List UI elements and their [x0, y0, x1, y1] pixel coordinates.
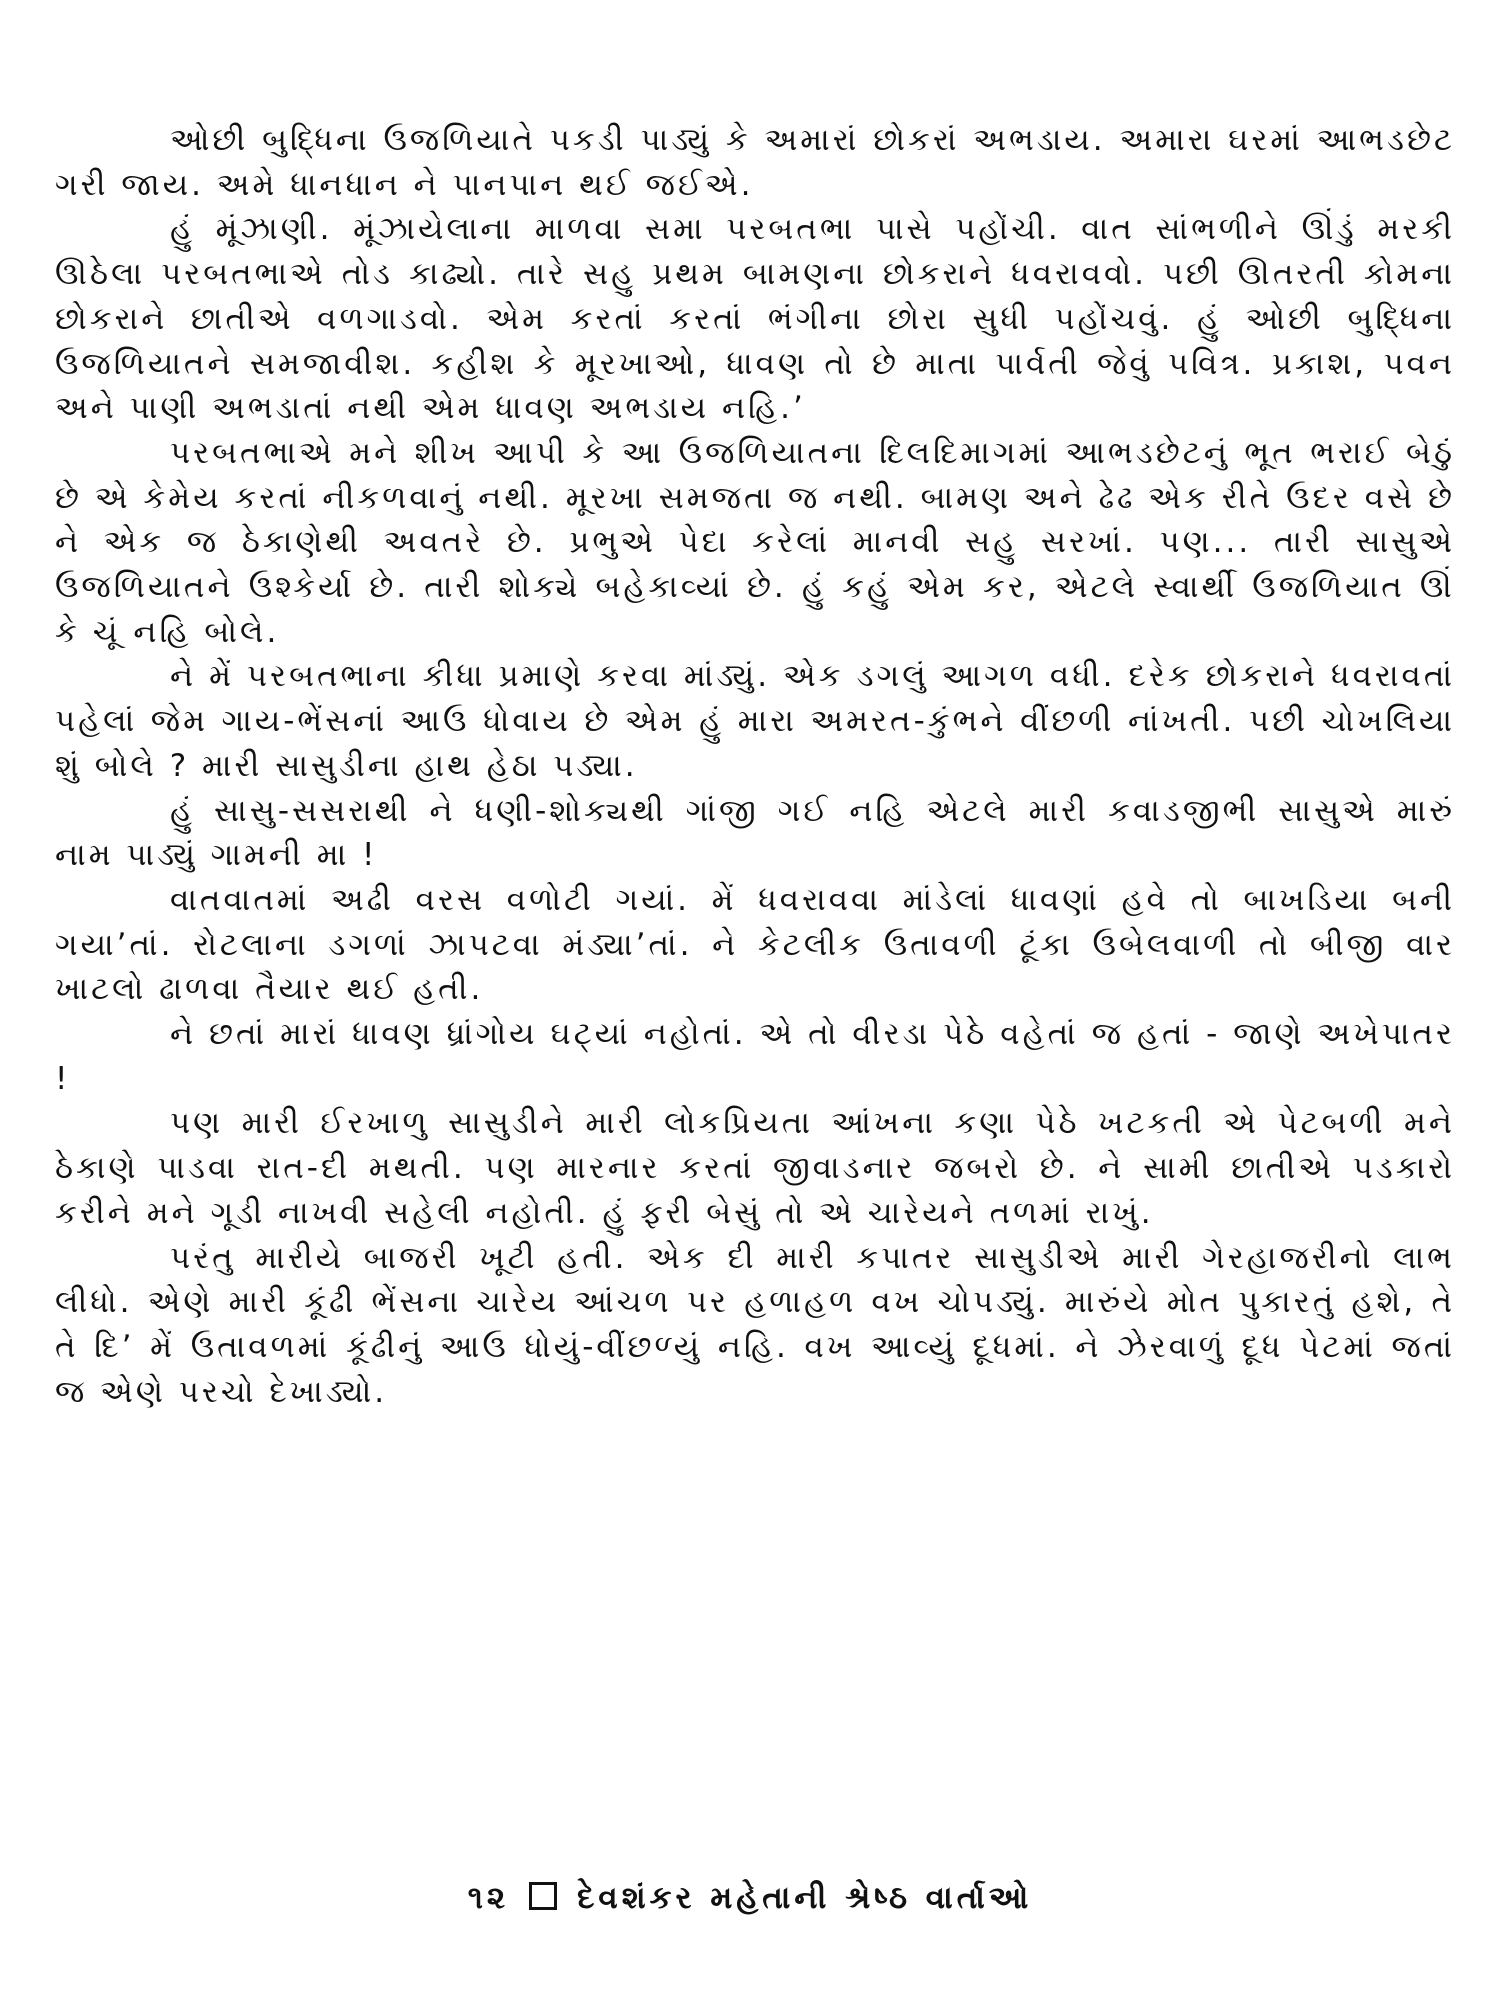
paragraph: પરંતુ મારીયે બાજરી ખૂટી હતી. એક દી મારી કપાતર સાસુડીએ મારી ગેરહાજરીનો લાભ લીધો. એણે મારી કૂંઢી ભેંસના ચારેય આંચળ પર હળાહળ વખ ચોપડ્યું. મારુંયે મોત પુકારતું હશે, તે તે દિ’ મેં ઉતાવળમાં કૂંઢીનું આઉ ધોયું-વીંછળ્યું નહિ. વખ આવ્યું દૂધમાં. ને ઝેરવાળું દૂધ પેટમાં જતાં જ એણે પરચો દેખાડ્યો.: [55, 1239, 1455, 1410]
paragraph: પણ મારી ઈરખાળુ સાસુડીને મારી લોકપ્રિયતા આંખના કણા પેઠે ખટકતી એ પેટબળી મને ઠેકાણે પાડવા રાત-દી મથતી. પણ મારનાર કરતાં જીવાડનાર જબરો છે. ને સામી છાતીએ પડકારો કરીને મને ગૂડી નાખવી સહેલી નહોતી. હું ફરી બેસું તો એ ચારેયને તળમાં રાખું.: [55, 1105, 1455, 1231]
paragraph: ને છતાં મારાં ધાવણ ધ્રાંગોય ઘટ્યાં નહોતાં. એ તો વીરડા પેઠે વહેતાં જ હતાં - જાણે અખેપાતર !: [55, 1016, 1455, 1097]
book-title: દેવશંકર મહેતાની શ્રેષ્ઠ વાર્તાઓ: [577, 1880, 1033, 1916]
paragraph: ઓછી બુદ્ધિના ઉજળિયાતે પકડી પાડ્યું કે અમારાં છોકરાં અભડાય. અમારા ઘરમાં આભડછેટ ગરી જાય. અમે ધાનધાન ને પાનપાન થઈ જઈએ.: [55, 122, 1455, 203]
paragraph: હું મૂંઝાણી. મૂંઝાયેલાના માળવા સમા પરબતભા પાસે પહોંચી. વાત સાંભળીને ઊંડું મરકી ઊઠેલા પરબતભાએ તોડ કાઢ્યો. તારે સહુ પ્રથમ બામણના છોકરાને ધવરાવવો. પછી ઊતરતી કોમના છોકરાને છાતીએ વળગાડવો. એમ કરતાં કરતાં ભંગીના છોરા સુધી પહોંચવું. હું ઓછી બુદ્ધિના ઉજળિયાતને સમજાવીશ. કહીશ કે મૂરખાઓ, ધાવણ તો છે માતા પાર્વતી જેવું પવિત્ર. પ્રકાશ, પવન અને પાણી અભડાતાં નથી એમ ધાવણ અભડાય નહિ.’: [55, 211, 1455, 427]
page-footer: [0, 1880, 1500, 1917]
paragraph: પરબતભાએ મને શીખ આપી કે આ ઉજળિયાતના દિલદિમાગમાં આભડછેટનું ભૂત ભરાઈ બેઠું છે એ કેમેય કરતાં નીકળવાનું નથી. મૂરખા સમજતા જ નથી. બામણ અને ઢેઢ એક રીતે ઉદર વસે છે ને એક જ ઠેકાણેથી અવતરે છે. પ્રભુએ પેદા કરેલાં માનવી સહુ સરખાં. પણ... તારી સાસુએ ઉજળિયાતને ઉશ્કેર્યા છે. તારી શોક્યે બહેકાવ્યાં છે. હું કહું એમ કર, એટલે સ્વાર્થી ઉજળિયાત ઊં કે ચૂં નહિ બોલે.: [55, 434, 1455, 650]
story-text: [55, 118, 1455, 1414]
paragraph: વાતવાતમાં અઢી વરસ વળોટી ગયાં. મેં ધવરાવવા માંડેલાં ધાવણાં હવે તો બાખડિયા બની ગયા’તાં. રોટલાના ડગળાં ઝાપટવા મંડ્યા’તાં. ને કેટલીક ઉતાવળી ટૂંકા ઉબેલવાળી તો બીજી વાર ખાટલો ઢાળવા તૈયાર થઈ હતી.: [55, 881, 1455, 1008]
paragraph: હું સાસુ-સસરાથી ને ધણી-શોક્યથી ગાંજી ગઈ નહિ એટલે મારી કવાડજીભી સાસુએ મારું નામ પાડ્યું ગામની મા !: [55, 792, 1455, 874]
square-separator-icon: [529, 1882, 557, 1910]
page-number: ૧૨: [467, 1880, 510, 1916]
paragraph: ને મેં પરબતભાના કીધા પ્રમાણે કરવા માંડ્યું. એક ડગલું આગળ વધી. દરેક છોકરાને ધવરાવતાં પહેલાં જેમ ગાય-ભેંસનાં આઉ ધોવાય છે એમ હું મારા અમરત-કુંભને વીંછળી નાંખતી. પછી ચોખલિયા શું બોલે ? મારી સાસુડીના હાથ હેઠા પડ્યા.: [55, 658, 1455, 784]
